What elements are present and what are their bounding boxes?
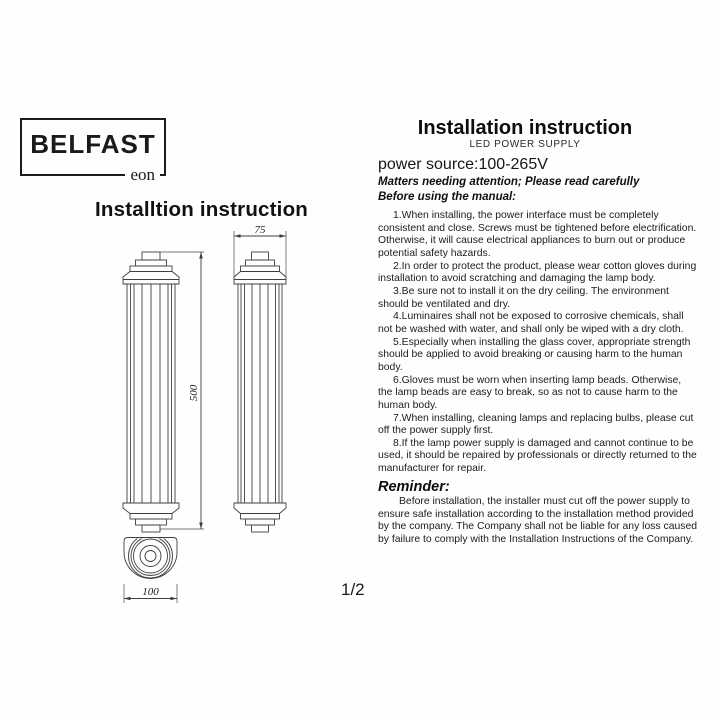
dimension-height-label: 500 (188, 384, 200, 402)
dimension-width-bottom-label: 100 (142, 586, 159, 598)
instruction-item: 3.Be sure not to install it on the dry ceiling. The environment should be ventilated and dry. (378, 285, 669, 310)
page-number: 1/2 (341, 580, 365, 599)
instruction-item: 7.When installing, cleaning lamps and replacing bulbs, please cut off the power supply first. (378, 412, 694, 437)
instruction-list (378, 210, 698, 476)
power-source-spec: power source:100-265V (378, 156, 548, 173)
lamp-side-view (234, 252, 286, 532)
instruction-item: 6.Gloves must be worn when inserting lamp beads. Otherwise, the lamp beads are easy to break, so as not to cause harm to the human body. (378, 374, 682, 411)
instruction-item: 4.Luminaires shall not be exposed to corrosive chemicals, shall not be washed with water, and shall only be wiped with a dry cloth. (378, 311, 684, 335)
reminder-heading: Reminder: (378, 478, 450, 495)
dimension-width-top (234, 225, 286, 281)
instruction-item: 1.When installing, the power interface must be completely consistent and close. Screws must be tightened before electrification. Otherwise, it will cause electrical appliances to burn out or produce potential safety hazards. (378, 210, 697, 259)
lamp-bottom-view (124, 534, 177, 579)
instruction-item: 8.If the lamp power supply is damaged and cannot continue to be used, it should be repaired by professionals or directly returned to the manufacturer for repair. (378, 437, 697, 475)
attention-note-line2: Before using the manual: (378, 190, 517, 203)
reminder-text: Before installation, the installer must cut off the power supply to ensure safe installation according to the installation method provided by the company. The Company shall not be liable for any loss caused by failure to comply with the Installation Instructions of the Company. (378, 495, 698, 546)
lamp-technical-drawing (60, 225, 370, 615)
lamp-front-view (123, 252, 179, 532)
brand-name: BELFAST (30, 129, 156, 160)
brand-sub-name: eon (125, 165, 160, 185)
brand-logo (20, 118, 166, 184)
instruction-item: 5.Especially when installing the glass cover, appropriate strength should be applied to avoid breaking or causing harm to the human body. (378, 336, 691, 373)
dimension-width-top-label: 75 (254, 225, 266, 236)
instruction-item: 2.In order to protect the product, please wear cotton gloves during installation to avoid scratching and damaging the lamp body. (378, 260, 697, 285)
attention-note-line1: Matters needing attention; Please read carefully (378, 176, 640, 188)
page-subtitle: LED POWER SUPPLY (469, 139, 581, 150)
left-section-title: Installtion instruction (95, 198, 309, 221)
page-title: Installation instruction (417, 117, 633, 139)
dimension-width-bottom (124, 584, 177, 603)
instruction-text-column (378, 117, 698, 547)
dimension-height (160, 252, 204, 529)
